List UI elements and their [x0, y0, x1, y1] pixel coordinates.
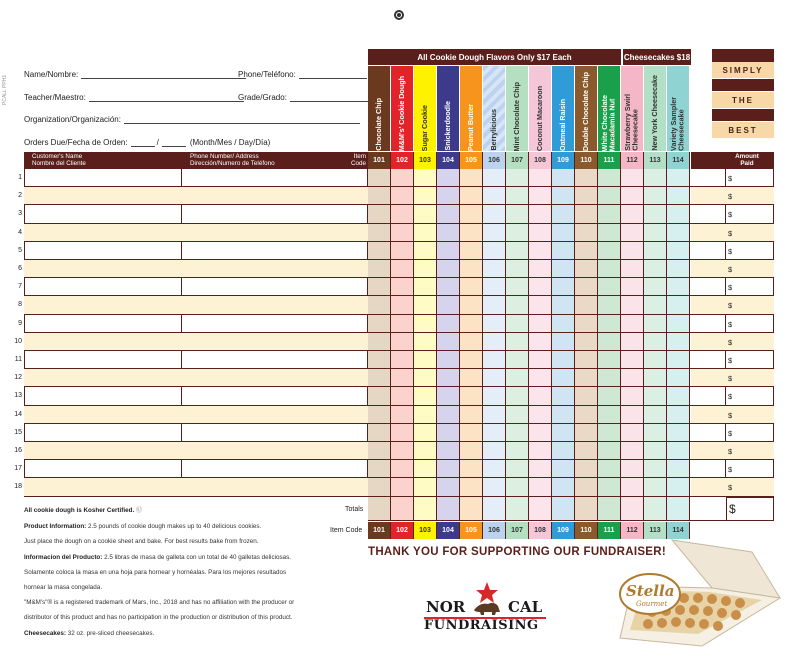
- box-brand: Stella: [626, 582, 675, 600]
- due-day-line[interactable]: [162, 138, 186, 147]
- row-number: 3: [18, 210, 22, 218]
- org-field[interactable]: [24, 115, 360, 124]
- flavor-name: Oatmeal Raisin: [558, 99, 568, 151]
- row-number: 5: [18, 246, 22, 254]
- flavor-header: [621, 66, 643, 151]
- side-code: PCALL PPH1: [2, 74, 8, 105]
- cheesecake-price-banner: Cheesecakes $18: [623, 49, 691, 65]
- row-divider: [24, 277, 774, 278]
- flavor-name: Berrylicious: [489, 109, 499, 151]
- row-number: 10: [14, 337, 22, 345]
- amount-dollar: $: [728, 428, 733, 438]
- flavor-header: [460, 66, 482, 151]
- amount-dollar: $: [728, 483, 733, 493]
- row-shade: [182, 442, 368, 460]
- row-shade: [691, 478, 774, 496]
- row-shade: [691, 260, 774, 278]
- table-row[interactable]: [24, 387, 774, 405]
- item-code-cell: 107: [506, 522, 529, 539]
- totals-dollar: $: [729, 502, 736, 516]
- item-code-cell: 114: [667, 152, 690, 169]
- item-code-cell: 112: [621, 152, 644, 169]
- row-shade: [182, 478, 368, 496]
- row-number: 4: [18, 228, 22, 236]
- flavor-header: [667, 66, 689, 151]
- table-row[interactable]: [24, 315, 774, 333]
- item-code-cell: 102: [391, 152, 414, 169]
- flavor-name: Strawberry Swirl Cheesecake: [623, 94, 640, 151]
- trademark-text2: distributor of this product and has no participation in the production or distribution of this product.: [24, 614, 293, 622]
- kosher-icon: Ⓤ: [135, 508, 142, 514]
- due-slash: /: [156, 138, 159, 147]
- table-row[interactable]: [24, 278, 774, 296]
- flavor-name: Mint Chocolate Chip: [512, 81, 522, 151]
- flavor-header: [414, 66, 436, 151]
- phone-label: Phone/Teléfono:: [238, 70, 296, 79]
- amount-dollar: $: [728, 174, 733, 183]
- due-month-line[interactable]: [131, 138, 155, 147]
- spanish-info-text: 2.5 libras de masa de galleta con un total de 40 galletas deliciosas.: [102, 553, 292, 561]
- item-code-cell: 110: [575, 152, 598, 169]
- row-shade: [182, 296, 368, 314]
- row-number: 7: [18, 283, 22, 291]
- row-number: 9: [18, 319, 22, 327]
- table-row[interactable]: [24, 205, 774, 223]
- row-divider: [24, 459, 774, 460]
- row-divider: [24, 405, 774, 406]
- table-header-left: [24, 152, 368, 169]
- amount-dollar: $: [728, 447, 733, 456]
- flavor-header: [552, 66, 574, 151]
- row-shade: [24, 333, 182, 351]
- logo-nor: NOR: [426, 598, 466, 616]
- item-code-cell: 107: [506, 152, 529, 169]
- spanish-info-text2: Solamente coloca la masa en una hoja para hornear y hornéalas. Para los mejores resultados: [24, 568, 287, 576]
- row-shade: [24, 224, 182, 242]
- cookie-price-banner: All Cookie Dough Flavors Only $17 Each: [368, 49, 621, 65]
- slogan-strip: [712, 49, 774, 63]
- row-shade: [182, 224, 368, 242]
- flavor-header: [575, 66, 597, 151]
- header-amount: Amount Paid: [735, 153, 759, 167]
- logo-cal: CAL: [508, 598, 543, 616]
- thank-you-message: THANK YOU FOR SUPPORTING OUR FUNDRAISER!: [368, 546, 667, 558]
- cheesecake-info-text: 32 oz. pre-sliced cheesecakes.: [66, 629, 155, 637]
- row-number: 8: [18, 301, 22, 309]
- product-info-text: 2.5 pounds of cookie dough makes up to 40 delicious cookies.: [86, 523, 262, 531]
- item-code-cell: 101: [368, 522, 391, 539]
- row-number: 18: [14, 483, 22, 491]
- flavor-header: [506, 66, 528, 151]
- flavor-header: [368, 66, 390, 151]
- slogan-banner: [712, 49, 774, 147]
- amount-dollar: $: [728, 246, 733, 256]
- org-label: Organization/Organización:: [24, 115, 121, 124]
- amount-dollar: $: [728, 410, 733, 420]
- registration-mark: [394, 10, 404, 20]
- item-code-cell: 101: [368, 152, 391, 169]
- flavor-name: Snickerdoodle: [443, 101, 453, 151]
- kosher-note: All cookie dough is Kosher Certified.: [24, 507, 135, 514]
- slogan-the: THE: [712, 92, 774, 108]
- row-shade: [24, 442, 182, 460]
- flavor-header: [529, 66, 551, 151]
- flavor-name: White Chocolate Macadamia Nut: [600, 94, 617, 151]
- item-code-cell: 103: [414, 152, 437, 169]
- flavor-header: [644, 66, 666, 151]
- item-code-cell: 104: [437, 152, 460, 169]
- org-line[interactable]: [124, 115, 360, 124]
- amount-dollar: $: [728, 228, 733, 238]
- amount-dollar: $: [728, 465, 733, 475]
- amount-dollar: $: [728, 392, 733, 402]
- amount-dollar: $: [728, 337, 733, 347]
- row-divider: [24, 259, 774, 260]
- slogan-strip: [712, 109, 774, 121]
- flavor-name: Sugar Cookie: [420, 104, 430, 151]
- row-shade: [691, 333, 774, 351]
- cheesecake-info-title: Cheesecakes:: [24, 629, 67, 637]
- header-customer: Customer's Name Nombre del Cliente: [32, 153, 86, 167]
- amount-dollar: $: [728, 210, 733, 220]
- name-field[interactable]: [24, 70, 246, 79]
- due-field[interactable]: [24, 138, 270, 147]
- flavor-name: M&M's' Cookie Dough: [397, 75, 407, 151]
- row-divider: [24, 204, 774, 205]
- amount-dollar: $: [728, 356, 733, 365]
- row-divider: [24, 423, 774, 424]
- table-row[interactable]: [24, 460, 774, 478]
- row-shade: [182, 333, 368, 351]
- due-label: Orders Due/Fecha de Orden:: [24, 138, 128, 147]
- row-divider: [24, 477, 774, 478]
- teacher-label: Teacher/Maestro:: [24, 93, 86, 102]
- item-code-cell: 104: [437, 522, 460, 539]
- slogan-simply: SIMPLY: [712, 62, 774, 78]
- phone-line[interactable]: [299, 70, 367, 79]
- row-shade: [182, 369, 368, 387]
- table-row[interactable]: [24, 424, 774, 442]
- row-divider: [24, 386, 774, 387]
- flavor-header: [483, 66, 505, 151]
- header-phone: Phone Number/ Address Dirección/Numero de Teléfono: [190, 153, 275, 167]
- row-shade: [24, 478, 182, 496]
- row-number: 1: [18, 174, 22, 181]
- row-divider: [24, 350, 774, 351]
- header-item-code: Item Code: [350, 153, 366, 167]
- row-shade: [691, 296, 774, 314]
- amount-dollar: $: [728, 301, 733, 311]
- flavor-name: Coconut Macaroon: [535, 85, 545, 151]
- flavor-header: [391, 66, 413, 151]
- item-code-cell: 105: [460, 522, 483, 539]
- slogan-strip: [712, 79, 774, 91]
- row-divider: [24, 223, 774, 224]
- flavor-header: [437, 66, 459, 151]
- row-number: 14: [14, 410, 22, 418]
- grade-label: Grade/Grado:: [238, 93, 287, 102]
- flavor-name: Variety Sampler Cheesecake: [669, 97, 686, 151]
- item-code-cell: 109: [552, 522, 575, 539]
- row-shade: [24, 296, 182, 314]
- row-shade: [691, 369, 774, 387]
- flavor-header: [598, 66, 620, 151]
- cookie-box-image: [612, 538, 782, 650]
- item-code-cell: 102: [391, 522, 414, 539]
- item-code-cell: 108: [529, 522, 552, 539]
- row-divider: [24, 332, 774, 333]
- row-shade: [691, 187, 774, 205]
- row-shade: [691, 224, 774, 242]
- name-line[interactable]: [81, 70, 246, 79]
- name-label: Name/Nombre:: [24, 70, 79, 79]
- row-number: 2: [18, 192, 22, 200]
- product-info-title: Product Information:: [24, 523, 87, 531]
- item-code-cell: 111: [598, 522, 621, 539]
- item-code-cell: 110: [575, 522, 598, 539]
- item-code-cell: 113: [644, 522, 667, 539]
- amount-dollar: $: [728, 374, 733, 384]
- row-shade: [691, 442, 774, 460]
- row-shade: [182, 260, 368, 278]
- grade-line[interactable]: [290, 93, 368, 102]
- row-number: 15: [14, 428, 22, 436]
- item-code-cell: 108: [529, 152, 552, 169]
- phone-field[interactable]: [238, 70, 367, 79]
- teacher-field[interactable]: [24, 93, 244, 102]
- row-divider: [24, 241, 774, 242]
- item-code-cell: 106: [483, 522, 506, 539]
- row-divider: [24, 295, 774, 296]
- row-shade: [182, 406, 368, 424]
- due-date-hint: (Month/Mes / Day/Día): [189, 138, 271, 147]
- item-code-cell: 114: [667, 522, 690, 539]
- table-row[interactable]: [24, 242, 774, 260]
- norcal-fundraising-logo: [418, 580, 553, 640]
- item-code-cell: 105: [460, 152, 483, 169]
- row-number: 16: [14, 447, 22, 454]
- trademark-text: "M&M's"® is a registered trademark of Mars, Inc., 2018 and has no affiliation with the producer or: [24, 599, 295, 607]
- table-header-amount: [691, 152, 774, 169]
- row-divider: [24, 314, 774, 315]
- row-number: 12: [14, 374, 22, 382]
- item-code-label: Item Code: [330, 527, 363, 534]
- product-info: [24, 506, 324, 641]
- amount-dollar: $: [728, 192, 733, 202]
- totals-label: Totals: [345, 506, 364, 513]
- table-row[interactable]: [24, 169, 774, 187]
- logo-fundraising: FUNDRAISING: [424, 618, 539, 633]
- flavor-name: Peanut Butter: [466, 103, 476, 151]
- row-shade: [24, 260, 182, 278]
- item-code-cell: 113: [644, 152, 667, 169]
- row-divider: [24, 368, 774, 369]
- row-number: 13: [14, 392, 22, 400]
- flavor-name: Chocolate Chip: [374, 98, 384, 151]
- spanish-info-text3: hornear la masa congelada.: [24, 584, 103, 592]
- item-code-cell: 109: [552, 152, 575, 169]
- item-code-cell: 106: [483, 152, 506, 169]
- grade-field[interactable]: [238, 93, 368, 102]
- row-shade: [691, 406, 774, 424]
- product-info-text2: Just place the dough on a cookie sheet and bake. For best results bake from frozen.: [24, 538, 259, 546]
- flavor-name: New York Cheesecake: [650, 75, 660, 151]
- item-code-cell: 103: [414, 522, 437, 539]
- amount-dollar: $: [728, 283, 733, 293]
- amount-dollar: $: [728, 319, 733, 329]
- row-number: 6: [18, 265, 22, 272]
- slogan-best: BEST: [712, 122, 774, 138]
- row-number: 11: [14, 356, 22, 363]
- item-code-cell: 111: [598, 152, 621, 169]
- flavor-name: Double Chocolate Chip: [581, 71, 591, 151]
- totals-row: [368, 497, 774, 521]
- box-brand-sub: Gourmet: [636, 600, 668, 608]
- spanish-info-title: Informacion del Producto:: [24, 553, 103, 561]
- row-divider: [24, 441, 774, 442]
- row-shade: [24, 406, 182, 424]
- table-row[interactable]: [24, 351, 774, 369]
- row-number: 17: [14, 465, 22, 473]
- item-code-cell: 112: [621, 522, 644, 539]
- row-divider: [24, 186, 774, 187]
- row-shade: [182, 187, 368, 205]
- amount-dollar: $: [728, 265, 733, 274]
- row-shade: [24, 187, 182, 205]
- teacher-line[interactable]: [89, 93, 244, 102]
- row-shade: [24, 369, 182, 387]
